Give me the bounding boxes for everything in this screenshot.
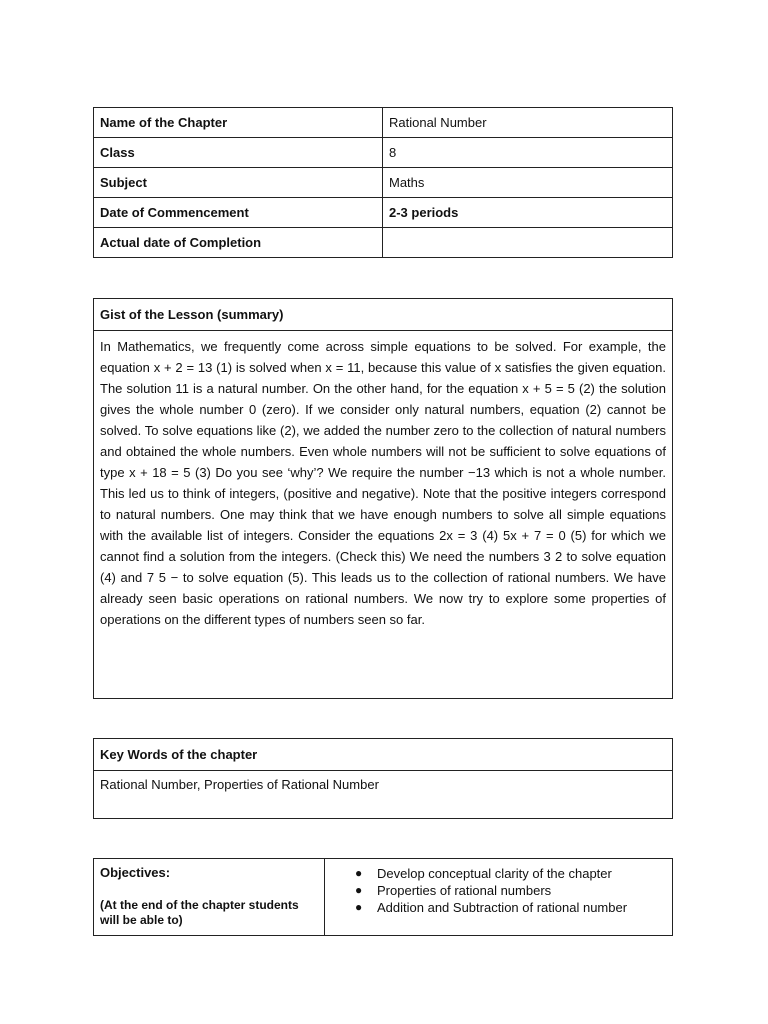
class-value: 8 <box>383 138 673 168</box>
completion-value <box>383 228 673 258</box>
keywords-table <box>93 738 673 819</box>
table-row <box>94 168 673 198</box>
objectives-list-cell <box>325 859 673 936</box>
class-label: Class <box>94 138 383 168</box>
objective-item-label: Properties of rational numbers <box>377 883 552 898</box>
commencement-label: Date of Commencement <box>94 198 383 228</box>
list-item <box>331 865 666 882</box>
keywords-text: Rational Number, Properties of Rational Number <box>94 771 673 819</box>
objectives-list <box>331 865 666 916</box>
table-row <box>94 859 673 936</box>
chapter-info-table <box>93 107 673 258</box>
objectives-subtitle: (At the end of the chapter students will be able to) <box>100 898 299 927</box>
bullet-icon: ● <box>355 900 363 914</box>
table-row <box>94 138 673 168</box>
bullet-icon: ● <box>355 866 363 880</box>
gist-body-cell <box>94 331 673 699</box>
table-row <box>94 198 673 228</box>
table-row <box>94 299 673 331</box>
list-item <box>331 899 666 916</box>
objective-item-label: Addition and Subtraction of rational number <box>377 900 628 915</box>
gist-text: In Mathematics, we frequently come across simple equations to be solved. For example, the equation x + 2 = 13 (1) is solved when x = 11, because this value of x satisfies the given equation. The solution 11 is a natural number. On the other hand, for the equation x + 5 = 5 (2) the solution gives the whole number 0 (zero). If we consider only natural numbers, equation (2) cannot be solved. To solve equations like (2), we added the number zero to the collection of natural numbers and obtained the whole numbers. Even whole numbers will not be sufficient to solve equations of type x + 18 = 5 (3) Do you see ‘why’? We require the number −13 which is not a whole number. This led us to think of integers, (positive and negative). Note that the positive integers correspond to natural numbers. One may think that we have enough numbers to solve all simple equations with the available list of integers. Consider the equations 2x = 3 (4) 5x + 7 = 0 (5) for which we cannot find a solution from the integers. (Check this) We need the numbers 3 2 to solve equation (4) and 7 5 − to solve equation (5). This leads us to the collection of rational numbers. We have already seen basic operations on rational numbers. We now try to explore some properties of operations on the different types of numbers seen so far. <box>100 339 666 627</box>
gist-table <box>93 298 673 699</box>
objectives-table <box>93 858 673 936</box>
table-row <box>94 771 673 819</box>
objectives-title: Objectives: <box>100 865 171 880</box>
commencement-value: 2-3 periods <box>383 198 673 228</box>
gist-heading: Gist of the Lesson (summary) <box>94 299 673 331</box>
chapter-name-label: Name of the Chapter <box>94 108 383 138</box>
table-row <box>94 108 673 138</box>
table-row <box>94 739 673 771</box>
keywords-heading: Key Words of the chapter <box>94 739 673 771</box>
chapter-name-value: Rational Number <box>383 108 673 138</box>
list-item <box>331 882 666 899</box>
completion-label: Actual date of Completion <box>94 228 383 258</box>
table-row <box>94 331 673 699</box>
bullet-icon: ● <box>355 883 363 897</box>
objectives-label-cell <box>94 859 325 936</box>
subject-value: Maths <box>383 168 673 198</box>
table-row <box>94 228 673 258</box>
subject-label: Subject <box>94 168 383 198</box>
objective-item-label: Develop conceptual clarity of the chapter <box>377 866 612 881</box>
